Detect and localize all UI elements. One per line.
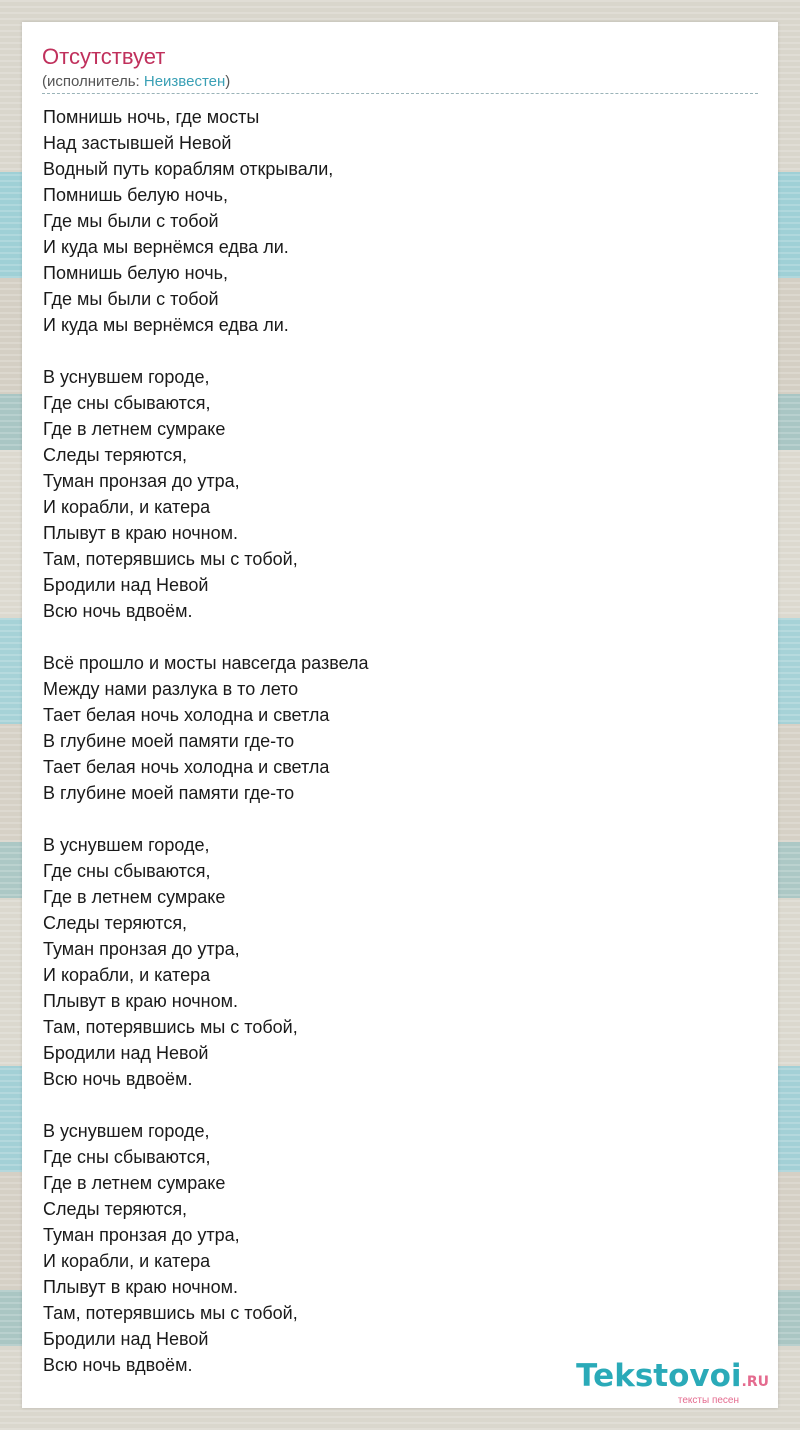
logo-tld: .RU [741, 1374, 769, 1390]
lyrics-text: Помнишь ночь, где мосты Над застывшей Невой Водный путь кораблям открывали, Помнишь белую ночь, Где мы были с тобой И куда мы вернёмся едва ли. Помнишь белую ночь, Где мы были с тобой И куда мы вернёмся едва ли. В уснувшем городе, Где сны сбываются, Где в летнем сумраке Следы теряются, Туман пронзая до утра, И корабли, и катера Плывут в краю ночном. Там, потерявшись мы с тобой, Бродили над Невой Всю ночь вдвоём. Всё прошло и мосты навсегда развела Между нами разлука в то лето Тает белая ночь холодна и светла В глубине моей памяти где-то Тает белая ночь холодна и светла В глубине моей памяти где-то В уснувшем городе, Где сны сбываются, Где в летнем сумраке Следы теряются, Туман пронзая до утра, И корабли, и катера Плывут в краю ночном. Там, потерявшись мы с тобой, Бродили над Невой Всю ночь вдвоём. В уснувшем городе, Где сны сбываются, Где в летнем сумраке Следы теряются, Туман пронзая до утра, И корабли, и катера Плывут в краю ночном. Там, потерявшись мы с тобой, Бродили над Невой Всю ночь вдвоём. [43, 107, 369, 1375]
logo-subtitle: тексты песен [677, 1395, 739, 1406]
song-title: Отсутствует [42, 44, 166, 69]
logo-main-text: Tekstovoi [576, 1358, 742, 1394]
performer-prefix: (исполнитель: [42, 73, 144, 90]
performer-suffix: ) [225, 73, 231, 90]
performer-line [42, 73, 758, 94]
lyrics-card [22, 22, 778, 1408]
performer-link[interactable]: Неизвестен [143, 73, 226, 90]
site-logo[interactable] [576, 1359, 769, 1406]
logo-wordmark [576, 1359, 769, 1399]
